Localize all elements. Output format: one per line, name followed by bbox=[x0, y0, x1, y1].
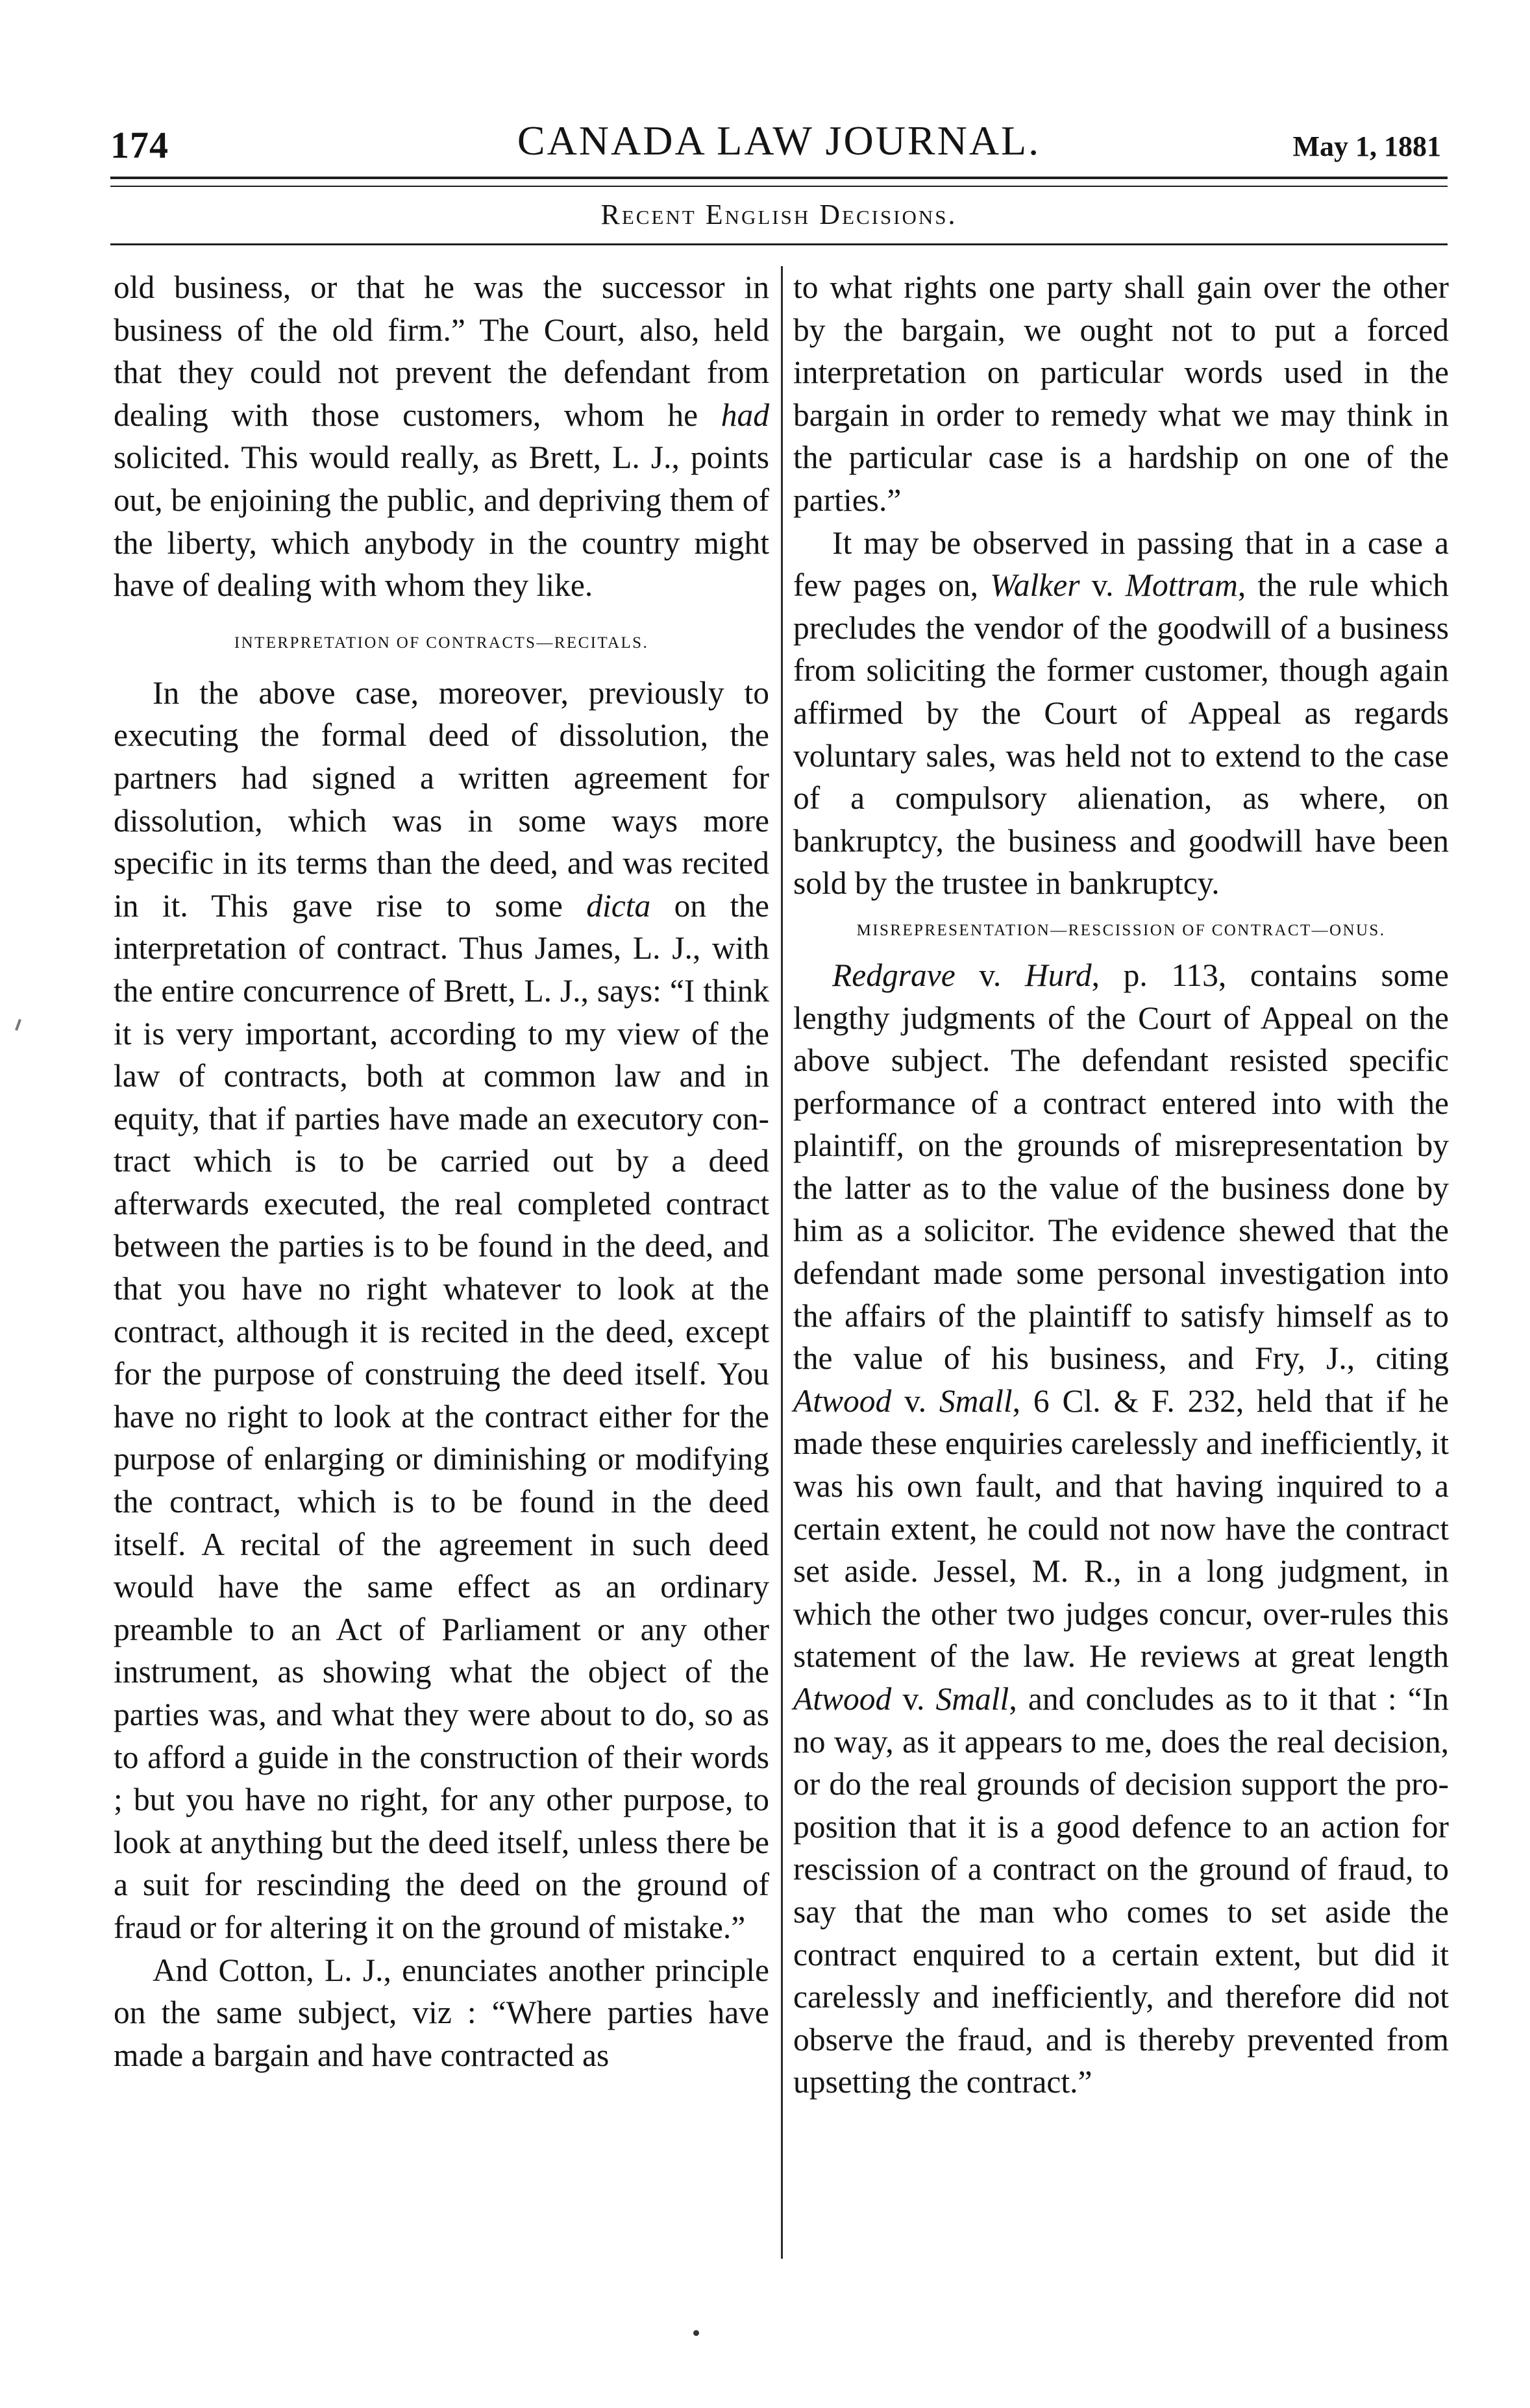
paragraph: And Cotton, L. J., enunciates another principle on the same subject, viz : “Where parties have made a bargain and have contracted as bbox=[114, 1952, 769, 2073]
header-double-rule bbox=[110, 177, 1448, 187]
paragraph: In the above case, moreover, previously to executing the formal deed of dissolution, the partners had signed a written agreement for dissolution, which was in some ways more specific in its terms than the deed, and was recited in it. This gave rise to some dicta on the interpretation of contract. Thus James, L. J., with the entire concurrence of Brett, L. J., says: “I think it is very important, according to my view of the law of contracts, both at common law and in equity, that if parties have made an executory contract which is to be carried out by a deed afterwards executed, the real completed contract between the parties is to be found in the deed, and that you have no right whatever to look at the contract, although it is recited in the deed, except for the purpose of construing the deed itself. You have no right to look at the contract either for the purpose of enlarging or diminishing or modifying the contract, which is to be found in the deed itself. A recital of the agreement in such deed would have the same effect as an ordinary preamble to an Act of Parliament or any other instrument, as showing what the object of the parties was, and what they were about to do, so as to afford a guide in the construction of their words ; but you have no right, for any other purpose, to look at anything but the deed itself, unless there be a suit for rescinding the deed on the ground of fraud or for altering it on the ground of mistake.” bbox=[114, 674, 769, 1945]
subsection-heading: INTERPRETATION OF CONTRACTS—RECITALS. bbox=[234, 633, 649, 652]
paragraph: to what rights one party shall gain over the other by the bargain, we ought not to put a forced interpretation on particular words used in the bargain in order to remedy what we may think in the particular case is a hardship on one of the parties.” bbox=[793, 269, 1449, 518]
section-title: Recent English Decisions. bbox=[600, 199, 957, 230]
subsection-heading: MISREPRESENTATION—RESCISSION OF CONTRACT—ONUS. bbox=[856, 921, 1386, 939]
right-column bbox=[793, 266, 1449, 2104]
journal-title: CANADA LAW JOURNAL. bbox=[517, 117, 1041, 164]
paragraph: It may be observed in passing that in a case a few pages on, Walker v. Mottram, the rule which precludes the vendor of the goodwill of a business from soliciting the former customer, though again affirmed by the Court of Appeal as regards voluntary sales, was held not to extend to the case of a compulsory alienation, as where, on bankruptcy, the business and goodwill have been sold by the trustee in bankruptcy. bbox=[793, 524, 1450, 902]
column-divider bbox=[781, 266, 783, 2259]
page-number: 174 bbox=[110, 124, 169, 166]
left-column bbox=[114, 266, 769, 2076]
running-head bbox=[110, 110, 1448, 175]
margin-mark bbox=[15, 1019, 21, 1031]
section-rule bbox=[110, 243, 1448, 245]
ink-dot bbox=[693, 2330, 699, 2336]
issue-date: May 1, 1881 bbox=[1292, 130, 1441, 162]
paragraph: old business, or that he was the successor in business of the old firm.” The Court, also, held that they could not prevent the defendant from dealing with those customers, whom he had solicited. This would really, as Brett, L. J., points out, be enjoining the public, and depriving them of the liberty, which anybody in the country might have of dealing with whom they like. bbox=[114, 269, 769, 604]
paragraph: Redgrave v. Hurd, p. 113, contains some lengthy judgments of the Court of Appeal on the above subject. The defendant resisted specific performance of a contract entered into with the plaintiff, on the grounds of misrepresentation by the latter as to the value of the business done by him as a solicitor. The evidence shewed that the defendant made some personal investigation into the affairs of the plaintiff to satisfy himself as to the value of his business, and Fry, J., citing Atwood v. Small, 6 Cl. & F. 232, held that if he made these enquiries carelessly and inefficiently, it was his own fault, and that having inquired to a certain extent, he could not now have the contract set aside. Jessel, M. R., in a long judgment, in which the other two judges concur, over-rules this statement of the law. He reviews at great length Atwood v. Small, and concludes as to it that : “In no way, as it appears to me, does the real decision, or do the real grounds of decision support the proposition that it is a good defence to an action for rescission of a contract on the ground of fraud, to say that the man who comes to set aside the contract enquired to a certain extent, but did it carelessly and inefficiently, and therefore did not observe the fraud, and is thereby prevented from upsetting the contract.” bbox=[793, 957, 1449, 2100]
